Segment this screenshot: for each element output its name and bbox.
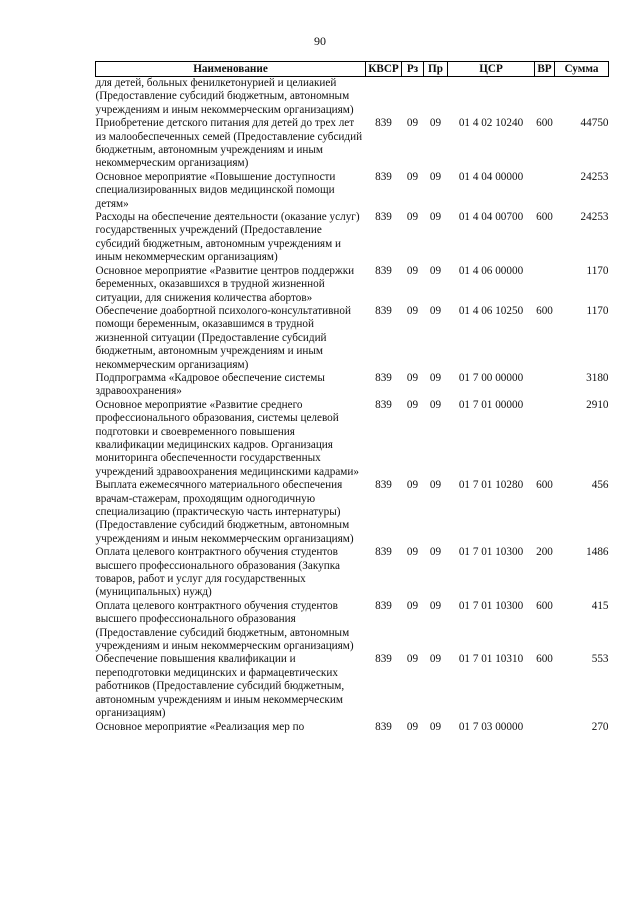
cell-csr: 01 7 03 00000 bbox=[458, 720, 524, 733]
cell-rz: 09 bbox=[406, 720, 419, 733]
table-row bbox=[96, 399, 609, 479]
table-row bbox=[96, 721, 609, 734]
header-name: Наименование bbox=[96, 62, 366, 77]
table-row bbox=[96, 117, 609, 171]
cell-name: Основное мероприятие «Развитие среднего профессионального образования, системы целевой подготовки и своевременного повышения квалификации медицинских кадров. Организация мониторинга обеспеченности государственных учреждений здравоохранения медицинскими кадрами» bbox=[95, 398, 359, 478]
cell-sum: 270 bbox=[591, 720, 609, 733]
cell-vr: 600 bbox=[536, 211, 553, 224]
cell-pr: 09 bbox=[429, 653, 442, 666]
cell-rz: 09 bbox=[406, 653, 419, 666]
cell-csr: 01 7 01 10310 bbox=[458, 653, 524, 666]
cell-csr: 01 7 01 10300 bbox=[458, 599, 524, 612]
cell-csr: 01 4 04 00700 bbox=[458, 211, 524, 224]
cell-csr: 01 4 06 00000 bbox=[458, 264, 524, 277]
cell-kvsr: 839 bbox=[375, 599, 392, 612]
cell-kvsr: 839 bbox=[375, 546, 392, 559]
cell-kvsr: 839 bbox=[375, 398, 392, 411]
cell-pr: 09 bbox=[429, 304, 442, 317]
cell-rz: 09 bbox=[406, 599, 419, 612]
cell-sum bbox=[555, 77, 609, 118]
cell-vr: 600 bbox=[536, 304, 553, 317]
table-row bbox=[96, 653, 609, 720]
cell-vr bbox=[535, 372, 555, 399]
table-row bbox=[96, 171, 609, 211]
cell-csr: 01 4 06 10250 bbox=[458, 304, 524, 317]
cell-sum: 553 bbox=[591, 653, 609, 666]
cell-sum: 1486 bbox=[586, 546, 609, 559]
cell-pr: 09 bbox=[429, 479, 442, 492]
table-row bbox=[96, 77, 609, 118]
table-row bbox=[96, 305, 609, 372]
cell-pr: 09 bbox=[429, 371, 442, 384]
cell-vr: 600 bbox=[536, 599, 553, 612]
cell-name: Основное мероприятие «Развитие центров поддержки беременных, оказавшихся в трудной жизненной ситуации, для снижения количества абортов» bbox=[95, 264, 355, 304]
cell-kvsr: 839 bbox=[375, 211, 392, 224]
cell-csr: 01 7 01 00000 bbox=[458, 398, 524, 411]
header-sum: Сумма bbox=[555, 62, 609, 77]
cell-kvsr: 839 bbox=[375, 720, 392, 733]
cell-rz: 09 bbox=[406, 398, 419, 411]
table-row bbox=[96, 372, 609, 399]
cell-kvsr: 839 bbox=[375, 117, 392, 130]
cell-name: Основное мероприятие «Реализация мер по bbox=[95, 720, 305, 733]
budget-table bbox=[95, 61, 609, 734]
cell-name: Приобретение детского питания для детей до трех лет из малообеспеченных семей (Предоставление субсидий бюджетным, автономным учреждениям и иным некоммерческим организациям) bbox=[95, 117, 363, 170]
cell-vr bbox=[535, 77, 555, 118]
cell-vr: 600 bbox=[536, 117, 553, 130]
cell-kvsr: 839 bbox=[375, 264, 392, 277]
cell-vr bbox=[535, 721, 555, 734]
cell-csr: 01 7 01 10280 bbox=[458, 479, 524, 492]
cell-kvsr: 839 bbox=[375, 653, 392, 666]
cell-rz: 09 bbox=[406, 304, 419, 317]
cell-rz: 09 bbox=[406, 117, 419, 130]
cell-rz bbox=[402, 77, 424, 118]
table-row bbox=[96, 211, 609, 265]
cell-sum: 3180 bbox=[586, 371, 609, 384]
cell-rz: 09 bbox=[406, 546, 419, 559]
cell-sum: 24253 bbox=[580, 170, 609, 183]
cell-pr: 09 bbox=[429, 211, 442, 224]
cell-vr: 600 bbox=[536, 653, 553, 666]
cell-kvsr: 839 bbox=[375, 371, 392, 384]
cell-rz: 09 bbox=[406, 170, 419, 183]
cell-rz: 09 bbox=[406, 264, 419, 277]
table-row bbox=[96, 600, 609, 654]
cell-csr: 01 4 04 00000 bbox=[458, 170, 524, 183]
cell-pr: 09 bbox=[429, 170, 442, 183]
cell-pr: 09 bbox=[429, 599, 442, 612]
cell-sum: 1170 bbox=[586, 304, 609, 317]
cell-rz: 09 bbox=[406, 479, 419, 492]
cell-kvsr: 839 bbox=[375, 479, 392, 492]
cell-pr: 09 bbox=[429, 264, 442, 277]
cell-sum: 44750 bbox=[580, 117, 609, 130]
cell-sum: 1170 bbox=[586, 264, 609, 277]
header-vr: ВР bbox=[535, 62, 555, 77]
cell-vr bbox=[535, 265, 555, 305]
cell-csr bbox=[448, 77, 535, 118]
cell-name: Оплата целевого контрактного обучения студентов высшего профессионального образования (Закупка товаров, работ и услуг для государственных (муниципальных) нужд) bbox=[95, 546, 340, 599]
cell-pr: 09 bbox=[429, 398, 442, 411]
cell-sum: 456 bbox=[591, 479, 609, 492]
cell-pr: 09 bbox=[429, 720, 442, 733]
cell-name: Выплата ежемесячного материального обеспечения врачам-стажерам, проходящим одногодичную специализацию (практическую часть интернатуры) (Предоставление субсидий бюджетным, автономным учреждениям и иным некоммерческим организациям) bbox=[95, 479, 354, 545]
header-rz: Рз bbox=[402, 62, 424, 77]
cell-csr: 01 7 01 10300 bbox=[458, 546, 524, 559]
cell-pr bbox=[424, 77, 448, 118]
cell-vr: 600 bbox=[536, 479, 553, 492]
cell-name: Обеспечение доабортной психолого-консультативной помощи беременным, оказавшимся в трудной жизненной ситуации (Предоставление субсидий бюджетным, автономным учреждениям и иным некоммерческим организациям) bbox=[95, 304, 351, 371]
cell-name: Подпрограмма «Кадровое обеспечение системы здравоохранения» bbox=[95, 371, 325, 398]
cell-vr: 200 bbox=[536, 546, 553, 559]
cell-vr bbox=[535, 171, 555, 211]
cell-name: Расходы на обеспечение деятельности (оказание услуг) государственных учреждений (Предоставление субсидий бюджетным, автономным учреждениям и иным некоммерческим организациям) bbox=[95, 211, 360, 264]
cell-vr bbox=[535, 399, 555, 479]
cell-pr: 09 bbox=[429, 117, 442, 130]
table-body bbox=[96, 77, 609, 734]
table-row bbox=[96, 265, 609, 305]
cell-kvsr: 839 bbox=[375, 170, 392, 183]
page-number: 90 bbox=[314, 34, 326, 48]
header-csr: ЦСР bbox=[448, 62, 535, 77]
cell-name: для детей, больных фенилкетонурией и целиакией (Предоставление субсидий бюджетным, автономным учреждениям и иным некоммерческим организациям) bbox=[95, 77, 354, 116]
cell-rz: 09 bbox=[406, 371, 419, 384]
cell-sum: 24253 bbox=[580, 211, 609, 224]
cell-csr: 01 7 00 00000 bbox=[458, 371, 524, 384]
cell-sum: 415 bbox=[591, 599, 609, 612]
cell-kvsr bbox=[366, 77, 402, 118]
cell-kvsr: 839 bbox=[375, 304, 392, 317]
cell-name: Обеспечение повышения квалификации и переподготовки медицинских и фармацевтических работников (Предоставление субсидий бюджетным, автономным учреждениям и иным некоммерческим организациям) bbox=[95, 653, 345, 720]
header-kvsr: КВСР bbox=[366, 62, 402, 77]
table-row bbox=[96, 479, 609, 546]
cell-sum: 2910 bbox=[586, 398, 609, 411]
table-header bbox=[96, 62, 609, 77]
header-pr: Пр bbox=[424, 62, 448, 77]
cell-name: Основное мероприятие «Повышение доступности специализированных видов медицинской помощи детям» bbox=[95, 170, 336, 210]
cell-pr: 09 bbox=[429, 546, 442, 559]
table-row bbox=[96, 546, 609, 600]
cell-rz: 09 bbox=[406, 211, 419, 224]
cell-csr: 01 4 02 10240 bbox=[458, 117, 524, 130]
cell-name: Оплата целевого контрактного обучения студентов высшего профессионального образования (Предоставление субсидий бюджетным, автономным учреждениям и иным некоммерческим организациям) bbox=[95, 599, 354, 653]
